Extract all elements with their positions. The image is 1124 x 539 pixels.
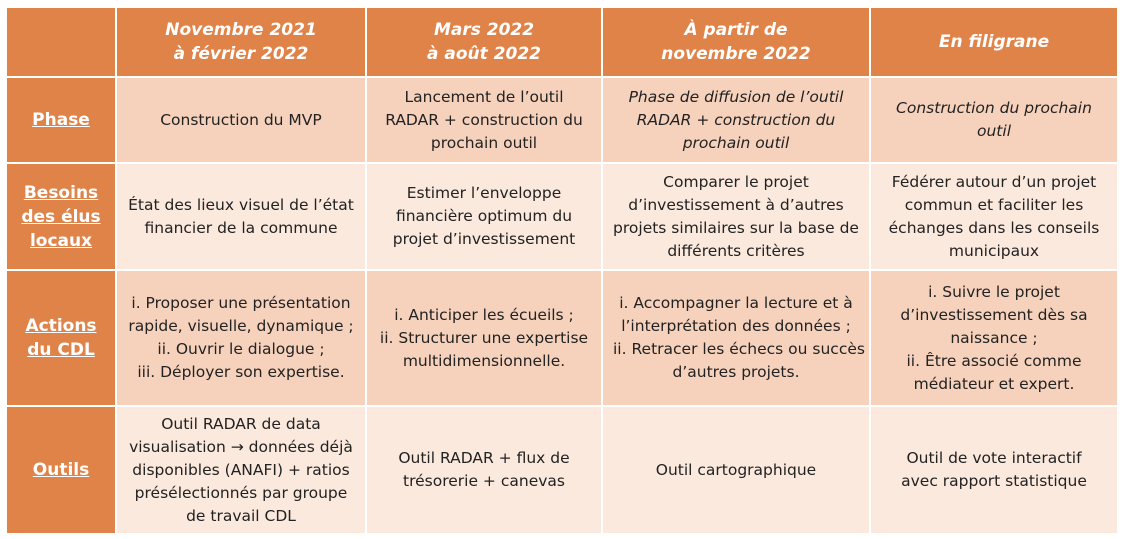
column-header-3-line-2: novembre 2022 xyxy=(661,44,811,64)
cell-line: outil xyxy=(977,122,1011,140)
column-header-4 xyxy=(870,7,1118,77)
cell-line: échanges dans les conseils xyxy=(888,218,1100,237)
cell-line: iii. Déployer son expertise. xyxy=(137,363,345,381)
cell-line: d’autres projets. xyxy=(672,363,800,381)
cell-line: Comparer le projet xyxy=(663,172,809,191)
table-cell xyxy=(366,406,602,534)
cell-line: de travail CDL xyxy=(186,506,296,525)
table-row-outils xyxy=(6,406,1118,534)
cell-line: d’investissement à d’autres xyxy=(628,195,844,214)
row-header-actions-line-1: Actions xyxy=(25,316,97,336)
row-header-besoins xyxy=(6,163,116,270)
cell-line: RADAR + construction du xyxy=(385,110,583,129)
cell-line: prochain outil xyxy=(682,133,790,152)
cell-line: projets similaires sur la base de xyxy=(613,218,859,237)
cell-line: commun et faciliter les xyxy=(904,195,1084,214)
table-cell xyxy=(116,77,366,163)
header-row xyxy=(6,7,1118,77)
cell-line: d’investissement dès sa xyxy=(900,305,1088,324)
row-header-besoins-line-3: locaux xyxy=(29,230,93,251)
column-header-1-line-2: à février 2022 xyxy=(173,44,309,64)
table-cell xyxy=(602,270,870,406)
timeline-table-container xyxy=(5,6,1117,533)
cell-line: Estimer l’enveloppe xyxy=(406,184,562,202)
cell-line: rapide, visuelle, dynamique ; xyxy=(128,317,354,335)
table-cell xyxy=(116,163,366,270)
cell-line: différents critères xyxy=(667,241,805,260)
cell-line: RADAR + construction du xyxy=(636,110,836,129)
cell-line: trésorerie + canevas xyxy=(403,472,565,490)
cell-line: projet d’investissement xyxy=(392,230,576,248)
column-header-2 xyxy=(366,7,602,77)
table-cell xyxy=(870,406,1118,534)
cell-line: visualisation → données déjà xyxy=(129,437,353,456)
table-cell xyxy=(366,77,602,163)
cell-line: i. Suivre le projet xyxy=(928,282,1060,301)
table-row-actions xyxy=(6,270,1118,406)
cell-line: avec rapport statistique xyxy=(901,472,1087,490)
row-header-besoins-line-1: Besoins xyxy=(23,182,99,203)
table-cell xyxy=(366,163,602,270)
column-header-1 xyxy=(116,7,366,77)
table-row-phase xyxy=(6,77,1118,163)
header-corner xyxy=(6,7,116,77)
cell-line: naissance ; xyxy=(950,328,1038,347)
table-row-besoins xyxy=(6,163,1118,270)
table-cell xyxy=(870,270,1118,406)
cell-line: Phase de diffusion de l’outil xyxy=(628,87,844,106)
cell-line: ii. Structurer une expertise xyxy=(379,328,589,347)
cell-line: Outil de vote interactif xyxy=(906,449,1082,467)
column-header-2-line-1: Mars 2022 xyxy=(433,20,535,40)
column-header-4-line-1: En filigrane xyxy=(938,32,1050,52)
cell-line: financier de la commune xyxy=(144,218,338,237)
table-cell xyxy=(602,406,870,534)
row-header-besoins-line-2: des élus xyxy=(21,206,101,227)
cell-line: Construction du MVP xyxy=(160,110,322,129)
table-cell xyxy=(602,77,870,163)
cell-line: disponibles (ANAFI) + ratios xyxy=(132,460,350,479)
cell-line: Outil RADAR de data xyxy=(161,414,321,433)
cell-line: multidimensionnelle. xyxy=(402,351,566,370)
cell-line: État des lieux visuel de l’état xyxy=(128,195,354,214)
table-cell xyxy=(116,406,366,534)
row-header-outils xyxy=(6,406,116,534)
cell-line: ii. Retracer les échecs ou succès xyxy=(613,340,865,358)
row-header-actions xyxy=(6,270,116,406)
row-header-phase xyxy=(6,77,116,163)
cell-line: Lancement de l’outil xyxy=(404,87,564,106)
cell-line: l’interprétation des données ; xyxy=(621,317,851,335)
column-header-2-line-2: à août 2022 xyxy=(426,44,541,64)
table-cell xyxy=(870,163,1118,270)
column-header-3 xyxy=(602,7,870,77)
timeline-table xyxy=(5,6,1119,535)
column-header-1-line-1: Novembre 2021 xyxy=(165,20,317,40)
cell-line: Construction du prochain xyxy=(896,99,1092,117)
cell-line: ii. Ouvrir le dialogue ; xyxy=(157,340,325,358)
cell-line: Outil cartographique xyxy=(655,460,817,479)
cell-line: médiateur et expert. xyxy=(913,374,1075,393)
row-header-actions-line-2: du CDL xyxy=(27,340,95,360)
table-cell xyxy=(602,163,870,270)
table-cell xyxy=(366,270,602,406)
cell-line: i. Accompagner la lecture et à xyxy=(619,294,853,312)
table-cell xyxy=(870,77,1118,163)
cell-line: prochain outil xyxy=(430,133,538,152)
cell-line: présélectionnés par groupe xyxy=(134,483,348,502)
cell-line: i. Anticiper les écueils ; xyxy=(394,305,574,324)
row-header-phase-line-1: Phase xyxy=(32,110,90,130)
cell-line: Outil RADAR + flux de xyxy=(398,449,570,467)
table-cell xyxy=(116,270,366,406)
cell-line: financière optimum du xyxy=(395,207,573,225)
column-header-3-line-1: À partir de xyxy=(684,20,788,40)
cell-line: Fédérer autour d’un projet xyxy=(891,172,1097,191)
cell-line: ii. Être associé comme xyxy=(906,351,1082,370)
row-header-outils-line-1: Outils xyxy=(32,460,90,480)
cell-line: i. Proposer une présentation xyxy=(131,294,351,312)
cell-line: municipaux xyxy=(948,241,1040,260)
